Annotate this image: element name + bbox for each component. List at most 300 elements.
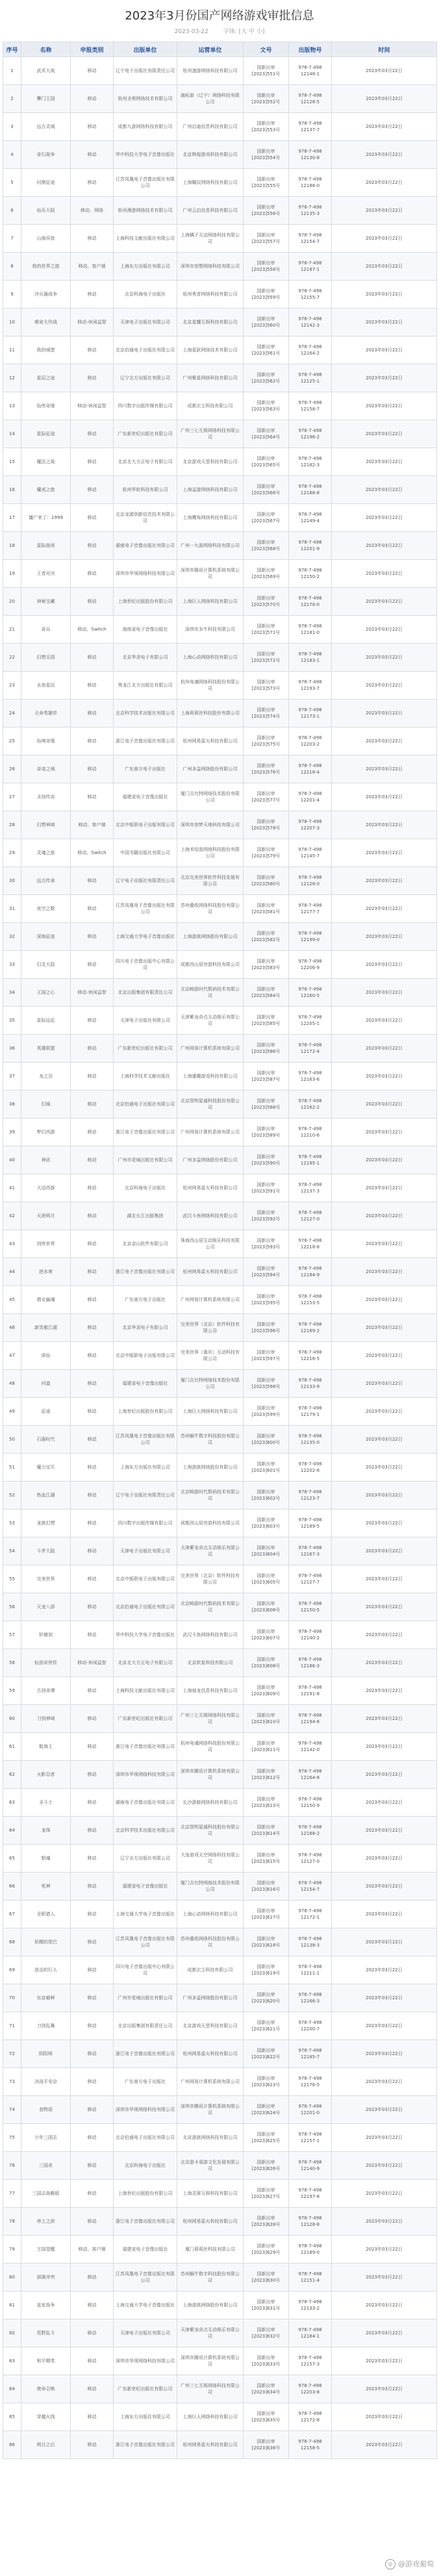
cell-time: 2023年03月22日 (332, 1091, 437, 1118)
cell-type: 移动 (71, 2068, 114, 2096)
watermark-text: @游戏葡萄 (398, 2560, 434, 2568)
cell-publisher: 北京科学技术出版社有限公司 (114, 1817, 177, 1845)
cell-time: 2023年03月22日 (332, 2403, 437, 2431)
isbn-prefix: 978-7-498 (298, 2411, 322, 2416)
cell-time: 2023年03月22日 (332, 700, 437, 727)
table-row (3, 1454, 437, 1482)
cell-publisher: 北京伯通电子出版社有限公司 (114, 2124, 177, 2152)
table-row (3, 57, 437, 85)
isbn-suffix: 12140-2 (300, 1635, 320, 1641)
cell-type: 移动 (71, 923, 114, 951)
isbn-prefix: 978-7-498 (298, 1182, 322, 1187)
isbn-prefix: 978-7-498 (298, 2076, 322, 2081)
doc-number: [2023]598号 (251, 1384, 281, 1389)
isbn-suffix: 12201-4 (300, 798, 320, 803)
cell-operator: 上海灵犀互娱科技有限公司 (177, 2180, 244, 2208)
cell-doc (244, 1733, 289, 1761)
doc-prefix: 国新出审 (257, 931, 275, 936)
isbn-prefix: 978-7-498 (298, 2439, 322, 2444)
cell-operator: 北京智明星通科技股份有限公司 (177, 1091, 244, 1118)
cell-name: 我的城堡 (21, 336, 71, 364)
cell-time: 2023年03月22日 (332, 113, 437, 141)
cell-doc (244, 2096, 289, 2124)
cell-publisher: 上海东方出版社有限公司 (114, 2403, 177, 2431)
cell-isbn (289, 1202, 332, 1230)
isbn-suffix: 12173-1 (300, 714, 320, 719)
table-row (3, 2431, 437, 2459)
cell-doc (244, 1482, 289, 1509)
cell-type: 移动、Switch (71, 839, 114, 867)
cell-operator: 北京游戏天堂科技有限公司 (177, 2012, 244, 2040)
header-no: 序号 (3, 42, 21, 57)
cell-time: 2023年03月22日 (332, 1845, 437, 1873)
doc-prefix: 国新出审 (257, 1825, 275, 1830)
table-row (3, 1761, 437, 1789)
isbn-suffix: 12142-0 (300, 1747, 320, 1752)
isbn-suffix: 12218-4 (300, 770, 320, 775)
header-time: 时间 (332, 42, 437, 57)
cell-name: 刀剑神域 (21, 1705, 71, 1733)
cell-no: 71 (3, 2012, 21, 2040)
cell-operator: 杭州电魂网络科技股份有限公司 (177, 1733, 244, 1761)
cell-isbn (289, 560, 332, 588)
doc-number: [2023]591号 (251, 1189, 281, 1194)
cell-type: 移动 (71, 169, 114, 197)
cell-type: 移动 (71, 1509, 114, 1537)
cell-operator: 广州云启信息科技有限公司 (177, 197, 244, 225)
cell-publisher: 浙江电子音像出版社有限公司 (114, 2431, 177, 2459)
isbn-suffix: 12133-2 (300, 2306, 320, 2311)
cell-isbn (289, 1873, 332, 1900)
cell-operator: 杭州电魂网络科技股份有限公司 (177, 672, 244, 700)
cell-no: 2 (3, 85, 21, 113)
isbn-prefix: 978-7-498 (298, 1964, 322, 1969)
cell-no: 56 (3, 1593, 21, 1621)
cell-type: 移动 (71, 2264, 114, 2292)
cell-type: 移动 (71, 1593, 114, 1621)
cell-name: 阴阳师 (21, 2040, 71, 2068)
cell-operator: 广州启迪信息科技有限公司 (177, 113, 244, 141)
doc-number: [2023]607号 (251, 1635, 281, 1641)
cell-type: 移动 (71, 672, 114, 700)
cell-no: 81 (3, 2292, 21, 2319)
cell-doc (244, 2124, 289, 2152)
doc-number: [2023]551号 (251, 71, 281, 77)
cell-doc (244, 867, 289, 895)
cell-doc (244, 2068, 289, 2096)
cell-time: 2023年03月22日 (332, 1928, 437, 1956)
cell-time: 2023年03月22日 (332, 895, 437, 923)
cell-publisher: 浙江电子音像出版社有限公司 (114, 2208, 177, 2236)
isbn-prefix: 978-7-498 (298, 400, 322, 405)
cell-name: 天命英雄传 (21, 700, 71, 727)
table-row (3, 979, 437, 1007)
cell-doc (244, 1705, 289, 1733)
cell-type: 移动、客户端 (71, 811, 114, 839)
table-row (3, 2236, 437, 2264)
doc-prefix: 国新出审 (257, 2243, 275, 2249)
isbn-prefix: 978-7-498 (298, 1406, 322, 1411)
cell-isbn (289, 1370, 332, 1398)
cell-no: 39 (3, 1118, 21, 1146)
doc-prefix: 国新出审 (257, 1517, 275, 1522)
table-row (3, 1286, 437, 1314)
header-doc: 文号 (244, 42, 289, 57)
cell-doc (244, 1286, 289, 1314)
isbn-suffix: 12167-3 (300, 1552, 320, 1557)
cell-time: 2023年03月22日 (332, 951, 437, 979)
doc-prefix: 国新出审 (257, 2411, 275, 2416)
cell-doc (244, 85, 289, 113)
doc-number: [2023]562号 (251, 379, 281, 384)
isbn-prefix: 978-7-498 (298, 1238, 322, 1243)
doc-prefix: 国新出审 (257, 1489, 275, 1495)
cell-isbn (289, 2012, 332, 2040)
isbn-suffix: 12125-1 (300, 379, 320, 384)
cell-time: 2023年03月22日 (332, 2096, 437, 2124)
cell-type: 移动 (71, 1621, 114, 1649)
isbn-prefix: 978-7-498 (298, 959, 322, 964)
cell-name: 仙剑奇侠传 (21, 1649, 71, 1677)
cell-doc (244, 2012, 289, 2040)
cell-time: 2023年03月22日 (332, 1398, 437, 1426)
cell-no: 7 (3, 225, 21, 253)
cell-isbn (289, 1928, 332, 1956)
cell-no: 57 (3, 1621, 21, 1649)
cell-type: 移动 (71, 85, 114, 113)
cell-doc (244, 1789, 289, 1817)
isbn-suffix: 12140-9 (300, 2166, 320, 2171)
doc-number: [2023]554号 (251, 155, 281, 160)
isbn-prefix: 978-7-498 (298, 735, 322, 740)
cell-name: 石器时代 (21, 1426, 71, 1454)
cell-operator: 上海橘子互动网络科技有限公司 (177, 225, 244, 253)
cell-no: 68 (3, 1928, 21, 1956)
cell-no: 5 (3, 169, 21, 197)
cell-isbn (289, 1454, 332, 1482)
page-meta (0, 25, 439, 39)
isbn-prefix: 978-7-498 (298, 651, 322, 657)
doc-number: [2023]632号 (251, 2334, 281, 2339)
cell-time: 2023年03月22日 (332, 392, 437, 420)
isbn-prefix: 978-7-498 (298, 2104, 322, 2109)
cell-type: 移动 (71, 364, 114, 392)
doc-number: [2023]611号 (251, 1747, 281, 1752)
cell-operator: 杭州网易雷火科技有限公司 (177, 2208, 244, 2236)
cell-time: 2023年03月22日 (332, 588, 437, 616)
doc-number: [2023]589号 (251, 1133, 281, 1138)
table-row (3, 2180, 437, 2208)
table-row (3, 2096, 437, 2124)
cell-operator: 广州网易计算机系统有限公司 (177, 1286, 244, 1314)
cell-doc (244, 113, 289, 141)
cell-type: 移动 (71, 57, 114, 85)
isbn-suffix: 12172-4 (300, 1049, 320, 1054)
isbn-prefix: 978-7-498 (298, 2243, 322, 2249)
cell-publisher: 深圳市华视网络科技有限公司 (114, 560, 177, 588)
cell-operator: 天津紫龙奇点互动娱乐有限公司 (177, 2319, 244, 2347)
isbn-suffix: 12179-1 (300, 1412, 320, 1417)
table-row (3, 281, 437, 309)
cell-doc (244, 1537, 289, 1565)
isbn-prefix: 978-7-498 (298, 1685, 322, 1690)
cell-doc (244, 1677, 289, 1705)
doc-number: [2023]619号 (251, 1971, 281, 1976)
isbn-prefix: 978-7-498 (298, 2216, 322, 2221)
table-row (3, 1230, 437, 1258)
doc-number: [2023]579号 (251, 853, 281, 859)
cell-doc (244, 2180, 289, 2208)
isbn-prefix: 978-7-498 (298, 1825, 322, 1830)
table-row (3, 2208, 437, 2236)
cell-publisher: 江苏凤凰电子音像出版社有限公司 (114, 169, 177, 197)
isbn-suffix: 12193-7 (300, 686, 320, 691)
cell-publisher: 天津电子出版社有限公司 (114, 2319, 177, 2347)
cell-name: 剑侠世界 (21, 1230, 71, 1258)
cell-isbn (289, 616, 332, 644)
cell-isbn (289, 2152, 332, 2180)
isbn-suffix: 12191-8 (300, 1691, 320, 1697)
table-row (3, 727, 437, 755)
cell-name: 王者对决 (21, 560, 71, 588)
cell-time: 2023年03月22日 (332, 1342, 437, 1370)
cell-type: 移动 (71, 504, 114, 532)
cell-publisher: 北京科海电子出版社 (114, 1174, 177, 1202)
doc-prefix: 国新出审 (257, 344, 275, 349)
cell-isbn (289, 783, 332, 811)
doc-number: [2023]634号 (251, 2390, 281, 2395)
table-row (3, 1565, 437, 1593)
cell-no: 86 (3, 2431, 21, 2459)
cell-operator: 北京游卡桌游文化发展有限公司 (177, 2152, 244, 2180)
cell-doc (244, 2375, 289, 2403)
cell-publisher: 江苏凤凰电子音像出版社有限公司 (114, 1928, 177, 1956)
cell-no: 66 (3, 1873, 21, 1900)
table-row (3, 1482, 437, 1509)
header-name: 名称 (21, 42, 71, 57)
doc-number: [2023]606号 (251, 1608, 281, 1613)
cell-name: 全职猎人 (21, 1900, 71, 1928)
table-row (3, 1817, 437, 1845)
isbn-prefix: 978-7-498 (298, 707, 322, 713)
cell-no: 26 (3, 755, 21, 783)
cell-isbn (289, 672, 332, 700)
cell-name: 仙乐大陆 (21, 197, 71, 225)
cell-type: 移动 (71, 1314, 114, 1342)
cell-operator: 杭州勇者网络科技有限公司 (177, 281, 244, 309)
cell-publisher: 辽宁电子出版社有限责任公司 (114, 867, 177, 895)
cell-doc (244, 1398, 289, 1426)
cell-operator: 广州三七互娱网络科技有限公司 (177, 420, 244, 448)
doc-number: [2023]604号 (251, 1552, 281, 1557)
cell-time: 2023年03月22日 (332, 1146, 437, 1174)
cell-operator: 北京辉煌游戏科技有限公司 (177, 141, 244, 169)
cell-type: 移动 (71, 951, 114, 979)
cell-name: 奇兵 (21, 616, 71, 644)
cell-isbn (289, 2292, 332, 2319)
isbn-prefix: 978-7-498 (298, 93, 322, 98)
cell-doc (244, 1649, 289, 1677)
cell-type: 移动、网络 (71, 197, 114, 225)
cell-publisher: 北京科海电子出版社 (114, 2152, 177, 2180)
table-row (3, 169, 437, 197)
isbn-suffix: 12130-8 (300, 155, 320, 160)
cell-doc (244, 672, 289, 700)
table-row (3, 811, 437, 839)
doc-number: [2023]626号 (251, 2166, 281, 2171)
cell-publisher: 北京中版联电子出版有限公司 (114, 1565, 177, 1593)
cell-operator: 广州一九游网络科技有限公司 (177, 532, 244, 560)
cell-publisher: 广东新世纪出版社有限公司 (114, 1035, 177, 1063)
cell-name: 逆水寒 (21, 1258, 71, 1286)
cell-isbn (289, 2431, 332, 2459)
table-row (3, 839, 437, 867)
isbn-prefix: 978-7-498 (298, 1769, 322, 1774)
cell-name: 星际征途 (21, 420, 71, 448)
doc-number: [2023]605号 (251, 1580, 281, 1585)
cell-name: 萌宠大作战 (21, 309, 71, 336)
isbn-prefix: 978-7-498 (298, 512, 322, 517)
cell-type: 移动、客户端 (71, 253, 114, 281)
cell-no: 82 (3, 2319, 21, 2347)
table-row (3, 1789, 437, 1817)
cell-isbn (289, 1063, 332, 1091)
cell-name: 幻想神域 (21, 811, 71, 839)
font-size-control[interactable]: 字体: [大 中 小] (223, 29, 265, 35)
doc-prefix: 国新出审 (257, 2048, 275, 2053)
isbn-prefix: 978-7-498 (298, 1713, 322, 1718)
cell-no: 24 (3, 700, 21, 727)
doc-number: [2023]572号 (251, 658, 281, 663)
cell-publisher: 广东新世纪出版社有限公司 (114, 2375, 177, 2403)
doc-number: [2023]592号 (251, 1217, 281, 1222)
doc-prefix: 国新出审 (257, 1629, 275, 1634)
cell-isbn (289, 1314, 332, 1342)
isbn-suffix: 12199-0 (300, 937, 320, 942)
header-isbn: 出版物号 (289, 42, 332, 57)
doc-number: [2023]573号 (251, 686, 281, 691)
cell-operator: 北京完美世界软件科技发展有限公司 (177, 867, 244, 895)
cell-time: 2023年03月22日 (332, 1817, 437, 1845)
table-row (3, 588, 437, 616)
cell-name: 诛仙 (21, 1342, 71, 1370)
cell-no: 33 (3, 951, 21, 979)
doc-prefix: 国新出审 (257, 707, 275, 713)
isbn-prefix: 978-7-498 (298, 1657, 322, 1662)
doc-prefix: 国新出审 (257, 260, 275, 266)
doc-number: [2023]636号 (251, 2445, 281, 2451)
cell-isbn (289, 1537, 332, 1565)
cell-isbn (289, 1900, 332, 1928)
cell-isbn (289, 169, 332, 197)
table-header-row (3, 42, 437, 57)
isbn-suffix: 12210-6 (300, 1133, 320, 1138)
isbn-prefix: 978-7-498 (298, 1797, 322, 1802)
cell-name: 皇室战争 (21, 2292, 71, 2319)
isbn-prefix: 978-7-498 (298, 1573, 322, 1578)
cell-no: 79 (3, 2236, 21, 2264)
cell-isbn (289, 2180, 332, 2208)
isbn-suffix: 12206-9 (300, 965, 320, 970)
cell-time: 2023年03月22日 (332, 1174, 437, 1202)
doc-prefix: 国新出审 (257, 847, 275, 852)
table-row (3, 644, 437, 672)
doc-prefix: 国新出审 (257, 456, 275, 461)
cell-type: 移动 (71, 1761, 114, 1789)
isbn-suffix: 12189-0 (300, 2250, 320, 2255)
isbn-prefix: 978-7-498 (298, 875, 322, 880)
cell-isbn (289, 2124, 332, 2152)
cell-publisher: 北京伯通电子出版社有限公司 (114, 336, 177, 364)
cell-time: 2023年03月22日 (332, 755, 437, 783)
doc-number: [2023]597号 (251, 1356, 281, 1361)
doc-number: [2023]596号 (251, 1328, 281, 1333)
cell-publisher: 浙江电子音像出版社有限公司 (114, 727, 177, 755)
isbn-suffix: 12172-8 (300, 2418, 320, 2423)
doc-prefix: 国新出审 (257, 1573, 275, 1578)
doc-prefix: 国新出审 (257, 1406, 275, 1411)
cell-time: 2023年03月22日 (332, 281, 437, 309)
isbn-prefix: 978-7-498 (298, 2188, 322, 2193)
cell-no: 17 (3, 504, 21, 532)
cell-isbn (289, 1174, 332, 1202)
cell-operator: 上海益游网络科技有限公司 (177, 476, 244, 504)
table-row (3, 1900, 437, 1928)
cell-doc (244, 1900, 289, 1928)
cell-type: 移动 (71, 336, 114, 364)
cell-time: 2023年03月22日 (332, 1509, 437, 1537)
cell-publisher: 北京出版集团有限责任公司 (114, 2012, 177, 2040)
cell-name: 龙珠 (21, 1817, 71, 1845)
cell-name: 刀剑乱舞 (21, 2012, 71, 2040)
cell-time: 2023年03月22日 (332, 364, 437, 392)
cell-publisher: 成都九游网络科技有限公司 (114, 113, 177, 141)
cell-name: 深海征途 (21, 923, 71, 951)
isbn-prefix: 978-7-498 (298, 1042, 322, 1048)
cell-name: 航海王 (21, 1733, 71, 1761)
cell-publisher: 福建省电子音像出版社 (114, 1370, 177, 1398)
cell-publisher: 北京伯通电子出版社有限公司 (114, 1593, 177, 1621)
doc-prefix: 国新出审 (257, 1098, 275, 1104)
cell-doc (244, 1314, 289, 1342)
isbn-prefix: 978-7-498 (298, 316, 322, 322)
cell-time: 2023年03月22日 (332, 1314, 437, 1342)
cell-name: 斗罗大陆 (21, 1537, 71, 1565)
doc-number: [2023]578号 (251, 826, 281, 831)
table-row (3, 951, 437, 979)
cell-type: 移动 (71, 1202, 114, 1230)
cell-isbn (289, 1118, 332, 1146)
isbn-prefix: 978-7-498 (298, 1210, 322, 1215)
cell-publisher: 华中科技大学电子音像出版社 (114, 141, 177, 169)
doc-number: [2023]635号 (251, 2418, 281, 2423)
table-row (3, 1956, 437, 1984)
doc-prefix: 国新出审 (257, 1545, 275, 1550)
doc-prefix: 国新出审 (257, 1852, 275, 1858)
doc-prefix: 国新出审 (257, 1070, 275, 1076)
cell-time: 2023年03月22日 (332, 448, 437, 476)
table-row (3, 113, 437, 141)
cell-name: 轩辕剑 (21, 1621, 71, 1649)
isbn-prefix: 978-7-498 (298, 540, 322, 545)
cell-time: 2023年03月22日 (332, 1007, 437, 1035)
cell-type: 移动 (71, 1454, 114, 1482)
isbn-prefix: 978-7-498 (298, 1266, 322, 1271)
cell-doc (244, 644, 289, 672)
isbn-prefix: 978-7-498 (298, 65, 322, 70)
cell-operator: 苏州蜗牛数字科技股份有限公司 (177, 1426, 244, 1454)
cell-name: 仙侠奇缘 (21, 392, 71, 420)
